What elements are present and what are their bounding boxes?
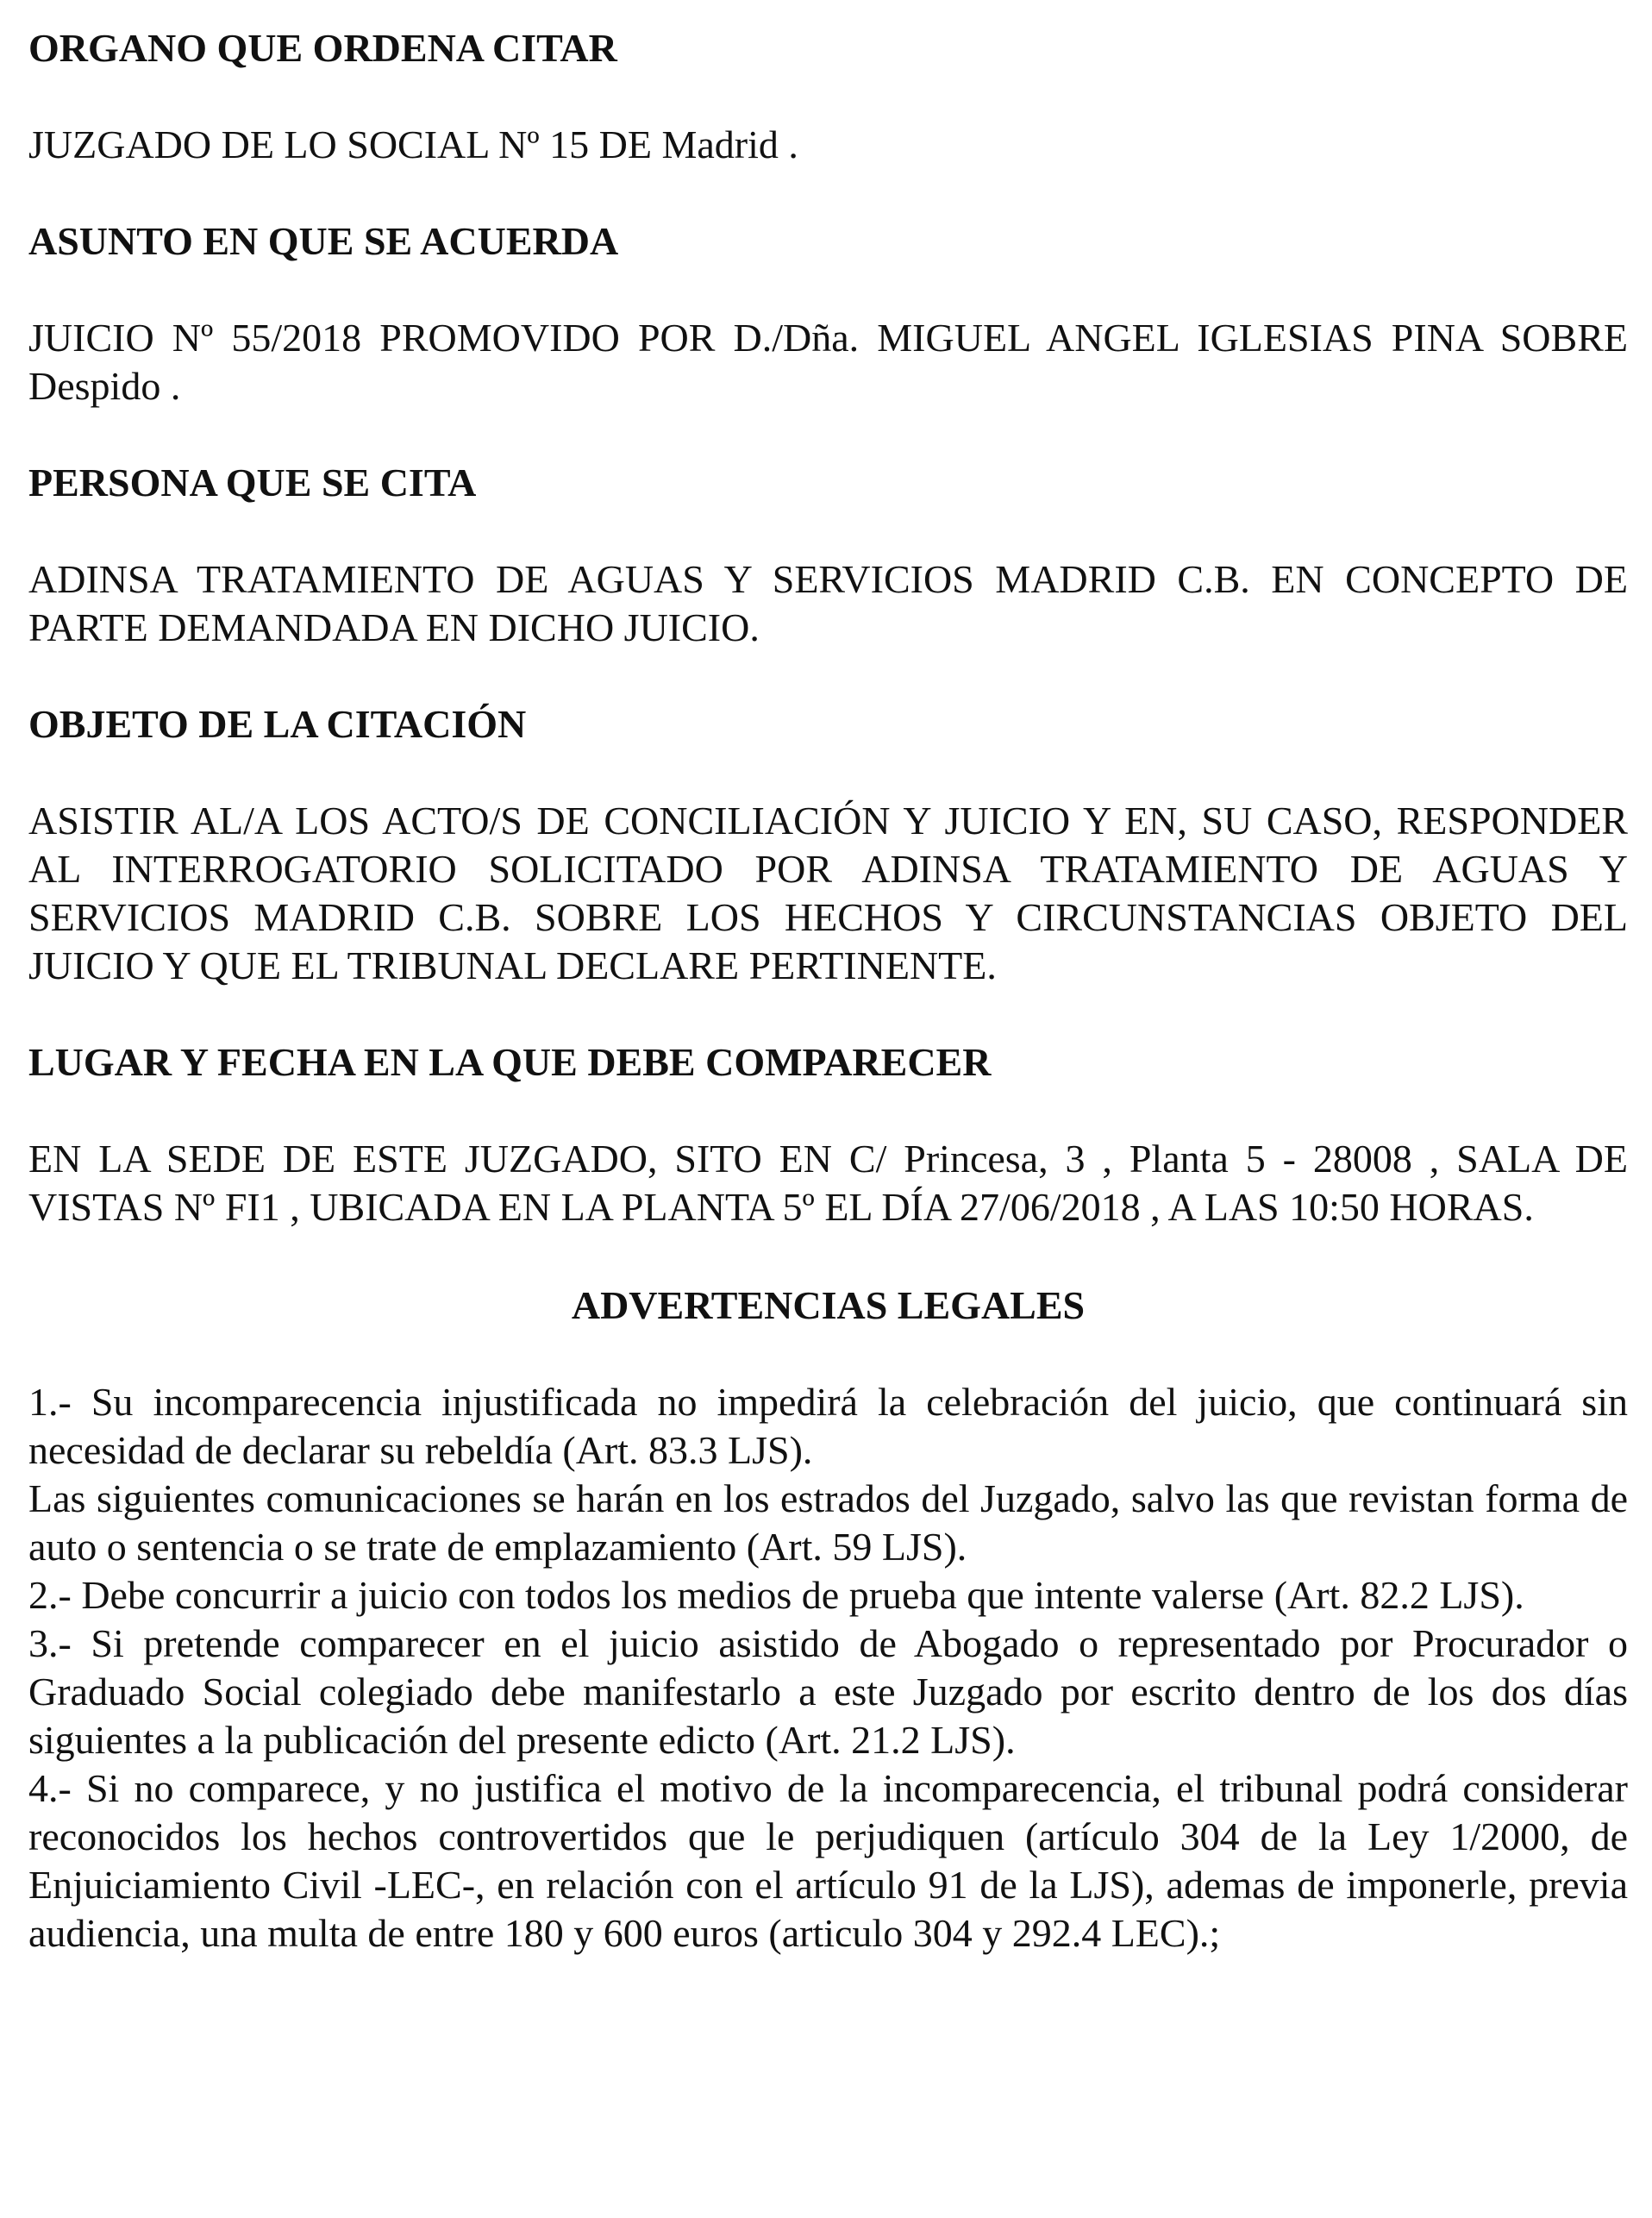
organo-heading: ORGANO QUE ORDENA CITAR xyxy=(28,26,617,70)
lugar-text: EN LA SEDE DE ESTE JUZGADO, SITO EN C/ Princesa, 3 , Planta 5 - 28008 , SALA DE VISTAS Nº FI1 , UBICADA EN LA PLANTA 5º EL DÍA 27/06/2018 , A LAS 10:50 HORAS. xyxy=(28,1137,1628,1229)
objeto-text: ASISTIR AL/A LOS ACTO/S DE CONCILIACIÓN Y JUICIO Y EN, SU CASO, RESPONDER AL INTERROGATORIO SOLICITADO POR ADINSA TRATAMIENTO DE AGUAS Y SERVICIOS MADRID C.B. SOBRE LOS HECHOS Y CIRCUNSTANCIAS OBJETO DEL JUICIO Y QUE EL TRIBUNAL DECLARE PERTINENTE. xyxy=(28,799,1628,987)
document-page xyxy=(28,24,1628,1958)
organo-text: JUZGADO DE LO SOCIAL Nº 15 DE Madrid . xyxy=(28,122,798,166)
advertencia-item: 2.- Debe concurrir a juicio con todos los medios de prueba que intente valerse (Art. 82.2 LJS). xyxy=(28,1573,1524,1617)
persona-heading: PERSONA QUE SE CITA xyxy=(28,461,477,504)
asunto-text: JUICIO Nº 55/2018 PROMOVIDO POR D./Dña. MIGUEL ANGEL IGLESIAS PINA SOBRE Despido . xyxy=(28,316,1628,408)
asunto-heading: ASUNTO EN QUE SE ACUERDA xyxy=(28,219,619,263)
advertencia-item: 1.- Su incomparecencia injustificada no impedirá la celebración del juicio, que continuará sin necesidad de declarar su rebeldía (Art. 83.3 LJS). xyxy=(28,1380,1628,1472)
advertencias-heading: ADVERTENCIAS LEGALES xyxy=(571,1283,1086,1327)
advertencia-item: 4.- Si no comparece, y no justifica el motivo de la incomparecencia, el tribunal podrá considerar reconocidos los hechos controvertidos que le perjudiquen (artículo 304 de la Ley 1/2000, de Enjuiciamiento Civil -LEC-, en relación con el artículo 91 de la LJS), ademas de imponerle, previa audiencia, una multa de entre 180 y 600 euros (articulo 304 y 292.4 LEC).; xyxy=(28,1766,1628,1955)
advertencia-item: 3.- Si pretende comparecer en el juicio asistido de Abogado o representado por Procurador o Graduado Social colegiado debe manifestarlo a este Juzgado por escrito dentro de los dos días siguientes a la publicación del presente edicto (Art. 21.2 LJS). xyxy=(28,1621,1628,1762)
advertencia-item: Las siguientes comunicaciones se harán en los estrados del Juzgado, salvo las que revistan forma de auto o sentencia o se trate de emplazamiento (Art. 59 LJS). xyxy=(28,1476,1628,1569)
objeto-heading: OBJETO DE LA CITACIÓN xyxy=(28,702,527,746)
lugar-heading: LUGAR Y FECHA EN LA QUE DEBE COMPARECER xyxy=(28,1040,992,1084)
persona-text: ADINSA TRATAMIENTO DE AGUAS Y SERVICIOS MADRID C.B. EN CONCEPTO DE PARTE DEMANDADA EN DICHO JUICIO. xyxy=(28,557,1628,649)
